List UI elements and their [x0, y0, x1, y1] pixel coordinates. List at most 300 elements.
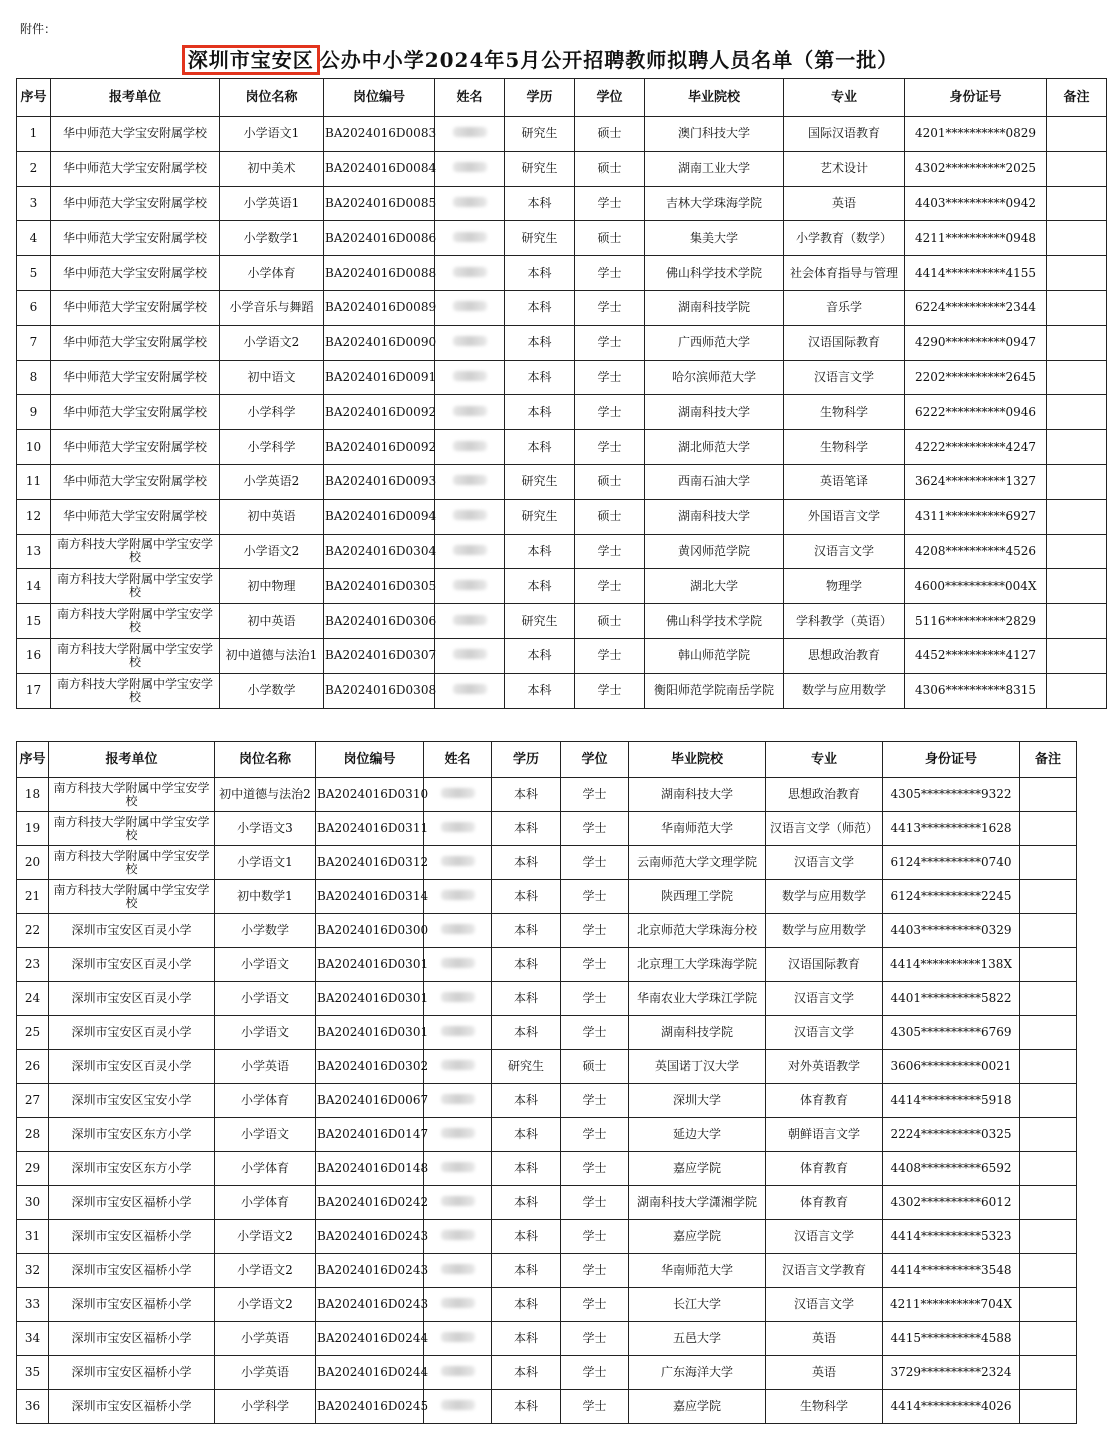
header-cell: 备注 — [1020, 742, 1077, 778]
name-cell — [435, 638, 505, 673]
degree-cell: 学士 — [561, 1016, 629, 1050]
row-number-cell: 4 — [17, 221, 51, 256]
degree-cell: 硕士 — [575, 604, 645, 639]
note-cell — [1047, 395, 1107, 430]
major-cell: 汉语言文学 — [766, 1288, 883, 1322]
row-number-cell: 12 — [17, 499, 51, 534]
name-cell — [435, 290, 505, 325]
degree-cell: 硕士 — [575, 117, 645, 152]
school-cell: 湖北大学 — [645, 569, 784, 604]
post-code-cell: BA2024016D0307 — [324, 638, 435, 673]
unit-cell: 南方科技大学附属中学宝安学校 — [51, 569, 220, 604]
major-cell: 汉语言文学教育 — [766, 1254, 883, 1288]
name-cell — [435, 186, 505, 221]
row-number-cell: 10 — [17, 430, 51, 465]
note-cell — [1047, 569, 1107, 604]
table-row — [17, 812, 1077, 846]
post-code-cell: BA2024016D0148 — [316, 1152, 424, 1186]
school-cell: 哈尔滨师范大学 — [645, 360, 784, 395]
header-cell: 毕业院校 — [629, 742, 766, 778]
education-cell: 本科 — [492, 1390, 561, 1424]
row-number-cell: 9 — [17, 395, 51, 430]
row-number-cell: 34 — [17, 1322, 49, 1356]
school-cell: 嘉应学院 — [629, 1390, 766, 1424]
header-cell: 岗位名称 — [220, 79, 324, 117]
education-cell: 本科 — [505, 360, 575, 395]
post-code-cell: BA2024016D0092 — [324, 395, 435, 430]
name-cell — [424, 846, 492, 880]
header-cell: 序号 — [17, 79, 51, 117]
post-name-cell: 小学数学1 — [220, 221, 324, 256]
post-code-cell: BA2024016D0094 — [324, 499, 435, 534]
header-cell: 岗位编号 — [316, 742, 424, 778]
table-row — [17, 1220, 1077, 1254]
table-row — [17, 1016, 1077, 1050]
post-code-cell: BA2024016D0084 — [324, 151, 435, 186]
redacted-name — [453, 545, 487, 555]
degree-cell: 学士 — [575, 395, 645, 430]
education-cell: 本科 — [492, 1322, 561, 1356]
unit-cell: 华中师范大学宝安附属学校 — [51, 325, 220, 360]
unit-cell: 华中师范大学宝安附属学校 — [51, 464, 220, 499]
id-number-cell: 4414**********3548 — [883, 1254, 1020, 1288]
school-cell: 广东海洋大学 — [629, 1356, 766, 1390]
table-row — [17, 1050, 1077, 1084]
education-cell: 本科 — [505, 673, 575, 708]
header-cell: 身份证号 — [883, 742, 1020, 778]
id-number-cell: 4403**********0329 — [883, 914, 1020, 948]
name-cell — [435, 673, 505, 708]
table-row — [17, 430, 1107, 465]
unit-cell: 深圳市宝安区福桥小学 — [49, 1322, 215, 1356]
header-cell: 报考单位 — [51, 79, 220, 117]
education-cell: 本科 — [492, 914, 561, 948]
school-cell: 韩山师范学院 — [645, 638, 784, 673]
degree-cell: 硕士 — [575, 499, 645, 534]
school-cell: 华南师范大学 — [629, 812, 766, 846]
post-name-cell: 小学数学 — [220, 673, 324, 708]
table-row — [17, 1390, 1077, 1424]
redacted-name — [441, 924, 475, 934]
id-number-cell: 4208**********4526 — [905, 534, 1047, 569]
unit-cell: 华中师范大学宝安附属学校 — [51, 499, 220, 534]
post-name-cell: 初中英语 — [220, 499, 324, 534]
post-name-cell: 小学语文2 — [220, 325, 324, 360]
redacted-name — [453, 197, 487, 207]
id-number-cell: 4403**********0942 — [905, 186, 1047, 221]
redacted-name — [453, 162, 487, 172]
major-cell: 体育教育 — [766, 1152, 883, 1186]
redacted-name — [453, 615, 487, 625]
degree-cell: 硕士 — [575, 464, 645, 499]
major-cell: 汉语言文学 — [766, 1016, 883, 1050]
row-number-cell: 32 — [17, 1254, 49, 1288]
note-cell — [1020, 1050, 1077, 1084]
header-cell: 序号 — [17, 742, 49, 778]
degree-cell: 学士 — [575, 186, 645, 221]
education-cell: 本科 — [492, 1356, 561, 1390]
post-name-cell: 小学数学 — [215, 914, 316, 948]
table-row — [17, 778, 1077, 812]
note-cell — [1047, 430, 1107, 465]
table-header-row — [17, 79, 1107, 117]
note-cell — [1020, 778, 1077, 812]
education-cell: 本科 — [492, 1186, 561, 1220]
major-cell: 体育教育 — [766, 1084, 883, 1118]
title-rest: 公办中小学2024年5月公开招聘教师拟聘人员名单（第一批） — [319, 48, 899, 72]
note-cell — [1047, 464, 1107, 499]
education-cell: 本科 — [505, 430, 575, 465]
education-cell: 研究生 — [505, 499, 575, 534]
table-row — [17, 1152, 1077, 1186]
education-cell: 本科 — [492, 778, 561, 812]
degree-cell: 学士 — [561, 1322, 629, 1356]
redacted-name — [441, 1162, 475, 1172]
name-cell — [424, 1254, 492, 1288]
row-number-cell: 27 — [17, 1084, 49, 1118]
degree-cell: 硕士 — [561, 1050, 629, 1084]
id-number-cell: 4414**********5918 — [883, 1084, 1020, 1118]
table-row — [17, 846, 1077, 880]
row-number-cell: 19 — [17, 812, 49, 846]
major-cell: 生物科学 — [784, 395, 905, 430]
post-name-cell: 初中语文 — [220, 360, 324, 395]
school-cell: 澳门科技大学 — [645, 117, 784, 152]
row-number-cell: 14 — [17, 569, 51, 604]
id-number-cell: 4305**********9322 — [883, 778, 1020, 812]
id-number-cell: 4600**********004X — [905, 569, 1047, 604]
major-cell: 思想政治教育 — [784, 638, 905, 673]
unit-cell: 南方科技大学附属中学宝安学校 — [51, 638, 220, 673]
post-name-cell: 小学语文 — [215, 982, 316, 1016]
school-cell: 湖南工业大学 — [645, 151, 784, 186]
degree-cell: 学士 — [561, 1152, 629, 1186]
major-cell: 思想政治教育 — [766, 778, 883, 812]
post-name-cell: 小学语文1 — [215, 846, 316, 880]
school-cell: 陕西理工学院 — [629, 880, 766, 914]
major-cell: 英语 — [784, 186, 905, 221]
redacted-name — [453, 580, 487, 590]
degree-cell: 学士 — [561, 778, 629, 812]
post-code-cell: BA2024016D0243 — [316, 1254, 424, 1288]
school-cell: 湖南科技大学 — [645, 395, 784, 430]
school-cell: 吉林大学珠海学院 — [645, 186, 784, 221]
major-cell: 汉语国际教育 — [784, 325, 905, 360]
unit-cell: 深圳市宝安区福桥小学 — [49, 1186, 215, 1220]
name-cell — [435, 360, 505, 395]
school-cell: 延边大学 — [629, 1118, 766, 1152]
unit-cell: 深圳市宝安区百灵小学 — [49, 1016, 215, 1050]
education-cell: 本科 — [492, 1254, 561, 1288]
major-cell: 艺术设计 — [784, 151, 905, 186]
table-row — [17, 325, 1107, 360]
id-number-cell: 4201**********0829 — [905, 117, 1047, 152]
unit-cell: 华中师范大学宝安附属学校 — [51, 151, 220, 186]
post-name-cell: 小学语文 — [215, 948, 316, 982]
degree-cell: 学士 — [561, 1220, 629, 1254]
major-cell: 汉语言文学 — [766, 1220, 883, 1254]
table-row — [17, 1118, 1077, 1152]
school-cell: 五邑大学 — [629, 1322, 766, 1356]
redacted-name — [441, 1298, 475, 1308]
id-number-cell: 4311**********6927 — [905, 499, 1047, 534]
education-cell: 本科 — [492, 1084, 561, 1118]
major-cell: 数学与应用数学 — [784, 673, 905, 708]
name-cell — [424, 1118, 492, 1152]
note-cell — [1047, 499, 1107, 534]
table-row — [17, 604, 1107, 639]
school-cell: 湖南科技大学潇湘学院 — [629, 1186, 766, 1220]
major-cell: 生物科学 — [784, 430, 905, 465]
table-row — [17, 569, 1107, 604]
post-code-cell: BA2024016D0311 — [316, 812, 424, 846]
page-title — [0, 44, 1080, 73]
name-cell — [424, 1186, 492, 1220]
degree-cell: 硕士 — [575, 151, 645, 186]
education-cell: 本科 — [505, 186, 575, 221]
name-cell — [424, 982, 492, 1016]
degree-cell: 学士 — [561, 1390, 629, 1424]
note-cell — [1020, 880, 1077, 914]
table-row — [17, 1322, 1077, 1356]
unit-cell: 深圳市宝安区百灵小学 — [49, 982, 215, 1016]
post-name-cell: 初中道德与法治1 — [220, 638, 324, 673]
name-cell — [424, 1016, 492, 1050]
table-row — [17, 151, 1107, 186]
post-name-cell: 小学英语 — [215, 1322, 316, 1356]
redacted-name — [453, 371, 487, 381]
post-code-cell: BA2024016D0245 — [316, 1390, 424, 1424]
post-code-cell: BA2024016D0302 — [316, 1050, 424, 1084]
name-cell — [424, 1050, 492, 1084]
post-name-cell: 小学体育 — [215, 1186, 316, 1220]
table-row — [17, 914, 1077, 948]
header-cell: 身份证号 — [905, 79, 1047, 117]
education-cell: 本科 — [505, 534, 575, 569]
redacted-name — [453, 475, 487, 485]
row-number-cell: 1 — [17, 117, 51, 152]
school-cell: 深圳大学 — [629, 1084, 766, 1118]
degree-cell: 学士 — [575, 430, 645, 465]
note-cell — [1020, 1254, 1077, 1288]
degree-cell: 学士 — [561, 1084, 629, 1118]
redacted-name — [441, 822, 475, 832]
header-cell: 学历 — [492, 742, 561, 778]
major-cell: 英语 — [766, 1322, 883, 1356]
post-code-cell: BA2024016D0083 — [324, 117, 435, 152]
table-row — [17, 117, 1107, 152]
header-cell: 姓名 — [435, 79, 505, 117]
id-number-cell: 4452**********4127 — [905, 638, 1047, 673]
school-cell: 湖南科技大学 — [645, 499, 784, 534]
post-name-cell: 小学英语 — [215, 1356, 316, 1390]
unit-cell: 华中师范大学宝安附属学校 — [51, 290, 220, 325]
redacted-name — [453, 301, 487, 311]
degree-cell: 学士 — [575, 360, 645, 395]
education-cell: 本科 — [505, 638, 575, 673]
note-cell — [1020, 1288, 1077, 1322]
unit-cell: 南方科技大学附属中学宝安学校 — [49, 778, 215, 812]
redacted-name — [441, 1060, 475, 1070]
post-code-cell: BA2024016D0301 — [316, 1016, 424, 1050]
row-number-cell: 8 — [17, 360, 51, 395]
post-name-cell: 初中道德与法治2 — [215, 778, 316, 812]
id-number-cell: 4302**********2025 — [905, 151, 1047, 186]
post-code-cell: BA2024016D0086 — [324, 221, 435, 256]
note-cell — [1020, 948, 1077, 982]
table-row — [17, 982, 1077, 1016]
major-cell: 汉语国际教育 — [766, 948, 883, 982]
post-name-cell: 小学体育 — [220, 256, 324, 291]
id-number-cell: 3729**********2324 — [883, 1356, 1020, 1390]
header-cell: 学位 — [575, 79, 645, 117]
name-cell — [435, 151, 505, 186]
redacted-name — [453, 267, 487, 277]
id-number-cell: 4302**********6012 — [883, 1186, 1020, 1220]
table-row — [17, 464, 1107, 499]
degree-cell: 学士 — [575, 325, 645, 360]
post-name-cell: 小学体育 — [215, 1084, 316, 1118]
row-number-cell: 6 — [17, 290, 51, 325]
redacted-name — [441, 1128, 475, 1138]
major-cell: 数学与应用数学 — [766, 914, 883, 948]
school-cell: 嘉应学院 — [629, 1220, 766, 1254]
redacted-name — [453, 684, 487, 694]
id-number-cell: 4306**********8315 — [905, 673, 1047, 708]
major-cell: 汉语言文学 — [784, 360, 905, 395]
id-number-cell: 4211**********0948 — [905, 221, 1047, 256]
title-highlight: 深圳市宝安区 — [182, 45, 320, 75]
education-cell: 本科 — [492, 846, 561, 880]
table-row — [17, 395, 1107, 430]
header-cell: 毕业院校 — [645, 79, 784, 117]
post-name-cell: 小学语文2 — [215, 1288, 316, 1322]
degree-cell: 学士 — [561, 812, 629, 846]
post-code-cell: BA2024016D0092 — [324, 430, 435, 465]
note-cell — [1020, 1356, 1077, 1390]
header-cell: 岗位名称 — [215, 742, 316, 778]
name-cell — [435, 395, 505, 430]
post-code-cell: BA2024016D0147 — [316, 1118, 424, 1152]
post-code-cell: BA2024016D0243 — [316, 1220, 424, 1254]
id-number-cell: 4414**********138X — [883, 948, 1020, 982]
education-cell: 研究生 — [492, 1050, 561, 1084]
major-cell: 汉语言文学 — [766, 846, 883, 880]
unit-cell: 深圳市宝安区福桥小学 — [49, 1288, 215, 1322]
degree-cell: 学士 — [561, 982, 629, 1016]
education-cell: 本科 — [505, 290, 575, 325]
education-cell: 研究生 — [505, 464, 575, 499]
note-cell — [1020, 1152, 1077, 1186]
id-number-cell: 4414**********4155 — [905, 256, 1047, 291]
education-cell: 研究生 — [505, 151, 575, 186]
education-cell: 本科 — [492, 948, 561, 982]
name-cell — [435, 325, 505, 360]
note-cell — [1020, 1186, 1077, 1220]
id-number-cell: 3606**********0021 — [883, 1050, 1020, 1084]
post-code-cell: BA2024016D0093 — [324, 464, 435, 499]
note-cell — [1047, 673, 1107, 708]
id-number-cell: 4305**********6769 — [883, 1016, 1020, 1050]
redacted-name — [441, 1230, 475, 1240]
degree-cell: 学士 — [575, 534, 645, 569]
degree-cell: 学士 — [561, 1288, 629, 1322]
school-cell: 英国诺丁汉大学 — [629, 1050, 766, 1084]
row-number-cell: 21 — [17, 880, 49, 914]
id-number-cell: 6222**********0946 — [905, 395, 1047, 430]
id-number-cell: 3624**********1327 — [905, 464, 1047, 499]
unit-cell: 南方科技大学附属中学宝安学校 — [49, 812, 215, 846]
post-name-cell: 小学语文2 — [215, 1254, 316, 1288]
id-number-cell: 4414**********5323 — [883, 1220, 1020, 1254]
post-name-cell: 小学语文 — [215, 1118, 316, 1152]
unit-cell: 华中师范大学宝安附属学校 — [51, 395, 220, 430]
name-cell — [424, 1288, 492, 1322]
post-name-cell: 小学英语1 — [220, 186, 324, 221]
redacted-name — [453, 127, 487, 137]
education-cell: 本科 — [492, 1118, 561, 1152]
major-cell: 英语 — [766, 1356, 883, 1390]
id-number-cell: 2224**********0325 — [883, 1118, 1020, 1152]
major-cell: 数学与应用数学 — [766, 880, 883, 914]
major-cell: 社会体育指导与管理 — [784, 256, 905, 291]
row-number-cell: 7 — [17, 325, 51, 360]
school-cell: 湖北师范大学 — [645, 430, 784, 465]
school-cell: 西南石油大学 — [645, 464, 784, 499]
education-cell: 研究生 — [505, 604, 575, 639]
unit-cell: 深圳市宝安区百灵小学 — [49, 914, 215, 948]
post-code-cell: BA2024016D0243 — [316, 1288, 424, 1322]
note-cell — [1020, 1084, 1077, 1118]
row-number-cell: 35 — [17, 1356, 49, 1390]
id-number-cell: 4408**********6592 — [883, 1152, 1020, 1186]
row-number-cell: 18 — [17, 778, 49, 812]
unit-cell: 华中师范大学宝安附属学校 — [51, 186, 220, 221]
post-code-cell: BA2024016D0067 — [316, 1084, 424, 1118]
school-cell: 黄冈师范学院 — [645, 534, 784, 569]
header-cell: 专业 — [766, 742, 883, 778]
post-name-cell: 小学英语2 — [220, 464, 324, 499]
unit-cell: 华中师范大学宝安附属学校 — [51, 117, 220, 152]
name-cell — [435, 534, 505, 569]
table-row — [17, 880, 1077, 914]
id-number-cell: 2202**********2645 — [905, 360, 1047, 395]
row-number-cell: 28 — [17, 1118, 49, 1152]
redacted-name — [441, 1332, 475, 1342]
post-code-cell: BA2024016D0088 — [324, 256, 435, 291]
degree-cell: 硕士 — [575, 221, 645, 256]
roster-table-2 — [16, 741, 1077, 1424]
post-code-cell: BA2024016D0312 — [316, 846, 424, 880]
id-number-cell: 4222**********4247 — [905, 430, 1047, 465]
row-number-cell: 16 — [17, 638, 51, 673]
education-cell: 本科 — [492, 1288, 561, 1322]
name-cell — [424, 1390, 492, 1424]
name-cell — [424, 1356, 492, 1390]
id-number-cell: 4413**********1628 — [883, 812, 1020, 846]
post-code-cell: BA2024016D0085 — [324, 186, 435, 221]
redacted-name — [441, 856, 475, 866]
name-cell — [424, 880, 492, 914]
degree-cell: 学士 — [561, 948, 629, 982]
redacted-name — [441, 788, 475, 798]
post-name-cell: 初中物理 — [220, 569, 324, 604]
post-code-cell: BA2024016D0306 — [324, 604, 435, 639]
table-row — [17, 256, 1107, 291]
id-number-cell: 6124**********2245 — [883, 880, 1020, 914]
note-cell — [1020, 982, 1077, 1016]
post-code-cell: BA2024016D0301 — [316, 948, 424, 982]
